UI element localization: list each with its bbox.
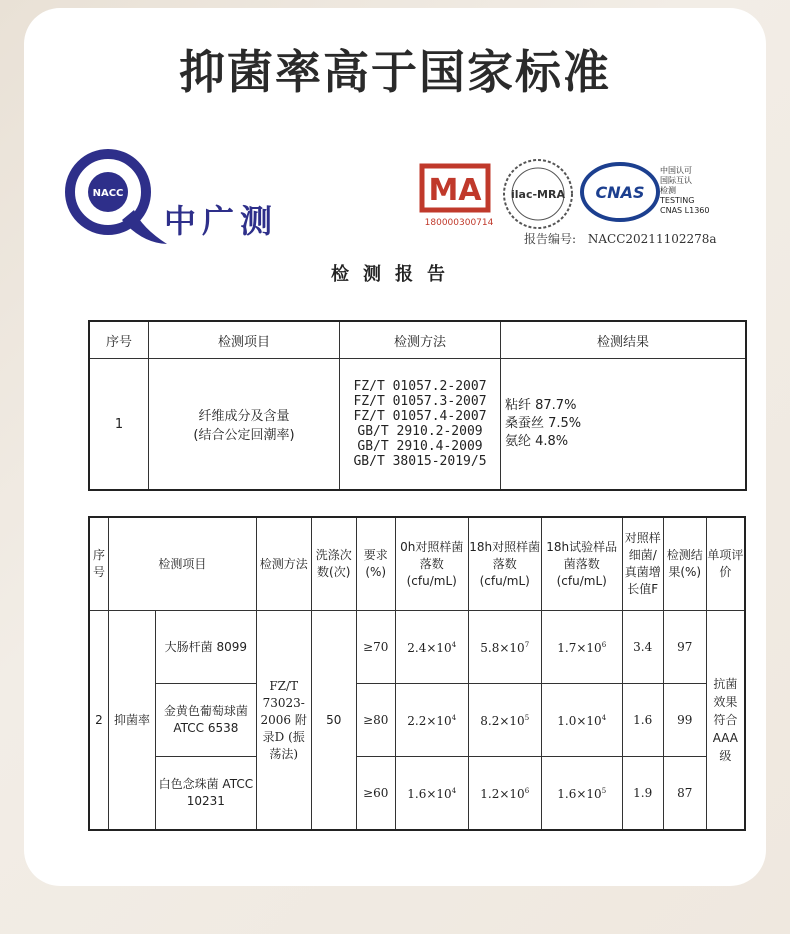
exponent: 4 [451,641,457,649]
count-18h-control [468,757,541,831]
growth-value: 3.4 [622,611,663,684]
exponent: 6 [524,787,530,795]
evaluation: 抗菌效果符合AAA级 [706,611,745,831]
report-number-label: 报告编号: [524,232,577,246]
table-row [89,611,745,684]
cnas-line: 检测 [660,186,676,195]
cnas-line: 中国认可 [660,166,692,175]
mantissa: 2.2×10 [407,714,452,728]
report-title: 检测报告 [331,264,459,285]
cnas-info [660,166,709,216]
method-line: FZ/T 01057.4-2007 [353,409,487,424]
test-item-line: (结合公定回潮率) [193,428,295,443]
method-line: GB/T 2910.4-2009 [357,439,483,454]
requirement: ≥80 [356,684,395,757]
count-0h [395,684,468,757]
count-18h-test [541,684,622,757]
table-row [89,359,746,491]
count-0h [395,757,468,831]
col-header: 单项评价 [706,517,745,611]
exponent: 4 [451,714,457,722]
mantissa: 1.0×10 [557,714,602,728]
stamp-edge [754,748,766,808]
row-number: 1 [89,359,149,491]
count-18h-test [541,611,622,684]
result: 99 [663,684,706,757]
col-header: 对照样细菌/真菌增长值F [622,517,663,611]
mantissa: 1.6×10 [557,787,602,801]
result-line: 桑蚕丝 7.5% [505,416,582,431]
col-header: 0h对照样菌落数(cfu/mL) [395,517,468,611]
mantissa: 8.2×10 [480,714,525,728]
result: 87 [663,757,706,831]
result: 97 [663,611,706,684]
result-line: 氨纶 4.8% [505,434,569,449]
growth-value: 1.6 [622,684,663,757]
fiber-composition-table [88,320,747,491]
cnas-text: CNAS [595,183,645,202]
cnas-mark-icon [580,160,660,224]
ilac-mra-mark-icon [500,156,576,232]
exponent: 7 [524,641,530,649]
cma-text: MA [428,173,482,208]
mantissa: 2.4×10 [407,641,452,655]
table-row [89,684,745,757]
count-18h-test [541,757,622,831]
antibacterial-table [88,516,746,831]
mantissa: 1.6×10 [407,787,452,801]
col-header: 检测结果 [501,321,747,359]
requirement: ≥70 [356,611,395,684]
org-name: 中广测 [164,202,279,240]
count-18h-control [468,611,541,684]
test-results [501,359,747,491]
report-number [524,230,717,247]
report-card [24,8,766,886]
table-row [89,757,745,831]
method-line: FZ/T 01057.3-2007 [353,394,487,409]
exponent: 4 [601,714,607,722]
method-line: GB/T 38015-2019/5 [353,454,487,469]
count-18h-control [468,684,541,757]
result-line: 粘纤 87.7% [505,398,577,413]
col-header: 洗涤次数(次) [311,517,356,611]
test-item [149,359,340,491]
col-header: 18h对照样菌落数(cfu/mL) [468,517,541,611]
col-header: 要求(%) [356,517,395,611]
method-line: GB/T 2910.2-2009 [357,424,483,439]
wash-count: 50 [311,611,356,831]
test-method: FZ/T 73023-2006 附录D (振荡法) [256,611,311,831]
col-header: 检测结果(%) [663,517,706,611]
cnas-line: 国际互认 [660,176,692,185]
method-line: FZ/T 01057.2-2007 [353,379,487,394]
organism: 白色念珠菌 ATCC 10231 [156,757,257,831]
col-header: 检测方法 [256,517,311,611]
test-item-line: 纤维成分及含量 [198,409,290,424]
col-header: 18h试验样品菌落数(cfu/mL) [541,517,622,611]
organism: 大肠杆菌 8099 [156,611,257,684]
cnas-line: CNAS L1360 [660,206,710,215]
test-methods [340,359,501,491]
category: 抑菌率 [109,611,156,831]
col-header: 序号 [89,321,149,359]
cnas-line: TESTING [660,196,695,205]
exponent: 6 [601,641,607,649]
report-number-value: NACC20211102278a [587,232,717,246]
col-header: 检测方法 [340,321,501,359]
exponent: 5 [601,787,607,795]
cma-code: 180000300714 [424,218,494,228]
row-number: 2 [89,611,109,831]
exponent: 5 [524,714,530,722]
col-header: 检测项目 [109,517,257,611]
growth-value: 1.9 [622,757,663,831]
mantissa: 1.7×10 [557,641,602,655]
mantissa: 5.8×10 [480,641,525,655]
headline: 抑菌率高于国家标准 [179,45,611,99]
exponent: 4 [451,787,457,795]
nacc-badge-text: NACC [92,188,124,199]
requirement: ≥60 [356,757,395,831]
organism: 金黄色葡萄球菌 ATCC 6538 [156,684,257,757]
col-header: 序号 [89,517,109,611]
col-header: 检测项目 [149,321,340,359]
count-0h [395,611,468,684]
mantissa: 1.2×10 [480,787,525,801]
ilac-text: ilac-MRA [511,188,565,201]
